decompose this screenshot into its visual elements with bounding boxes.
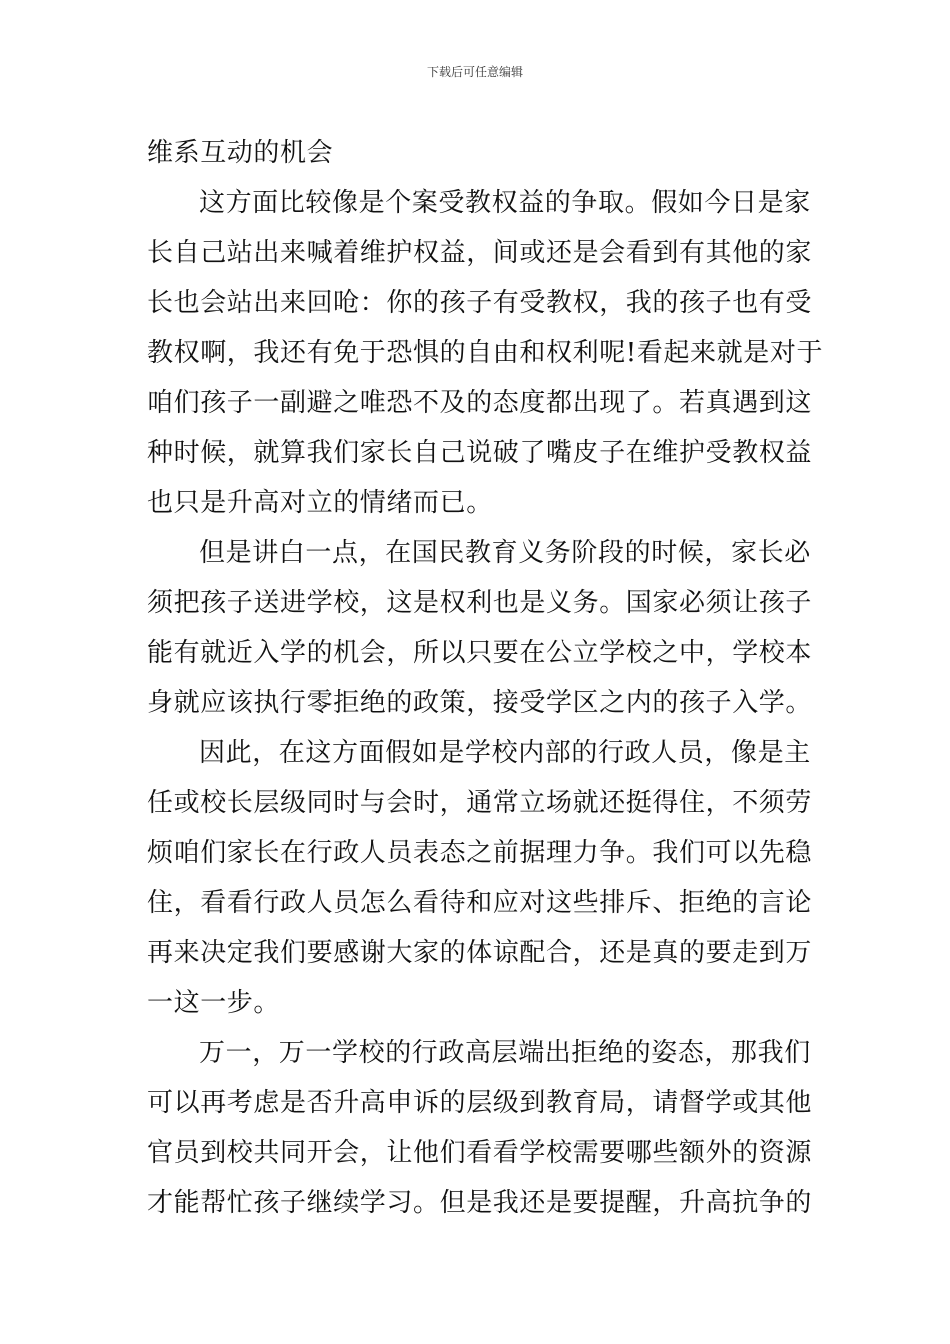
text-line: 因此，在这方面假如是学校内部的行政人员，像是主 — [199, 738, 811, 768]
body-text — [147, 128, 824, 1228]
text-line: 种时候，就算我们家长自己说破了嘴皮子在维护受教权益 — [147, 438, 813, 468]
text-line: 烦咱们家长在行政人员表态之前据理力争。我们可以先稳 — [147, 838, 813, 868]
text-line: 但是讲白一点，在国民教育义务阶段的时候，家长必 — [199, 538, 811, 568]
text-line: 可以再考虑是否升高申诉的层级到教育局，请督学或其他 — [147, 1088, 813, 1118]
text-line: 任或校长层级同时与会时，通常立场就还挺得住，不须劳 — [147, 788, 813, 818]
text-line: 长也会站出来回呛：你的孩子有受教权，我的孩子也有受 — [147, 288, 813, 318]
text-line: 官员到校共同开会，让他们看看学校需要哪些额外的资源 — [147, 1138, 813, 1168]
text-line: 咱们孩子一副避之唯恐不及的态度都出现了。若真遇到这 — [147, 388, 813, 418]
text-line: 一这一步。 — [147, 988, 281, 1018]
text-line: 这方面比较像是个案受教权益的争取。假如今日是家 — [199, 188, 811, 218]
text-line: 维系互动的机会 — [147, 138, 334, 168]
text-line: 能有就近入学的机会，所以只要在公立学校之中，学校本 — [147, 638, 813, 668]
text-line: 教权啊，我还有免于恐惧的自由和权利呢!看起来就是对于 — [147, 338, 824, 368]
page-header: 下载后可任意编辑 — [426, 65, 523, 79]
text-line: 也只是升高对立的情绪而已。 — [147, 488, 493, 518]
text-line: 身就应该执行零拒绝的政策，接受学区之内的孩子入学。 — [147, 688, 813, 718]
text-line: 再来决定我们要感谢大家的体谅配合，还是真的要走到万 — [147, 938, 813, 968]
text-line: 长自己站出来喊着维护权益，间或还是会看到有其他的家 — [147, 238, 813, 268]
text-line: 须把孩子送进学校，这是权利也是义务。国家必须让孩子 — [147, 588, 813, 618]
text-line: 住，看看行政人员怎么看待和应对这些排斥、拒绝的言论 — [147, 888, 813, 918]
text-line: 万一，万一学校的行政高层端出拒绝的姿态，那我们 — [199, 1038, 811, 1068]
text-line: 才能帮忙孩子继续学习。但是我还是要提醒，升高抗争的 — [147, 1188, 813, 1218]
